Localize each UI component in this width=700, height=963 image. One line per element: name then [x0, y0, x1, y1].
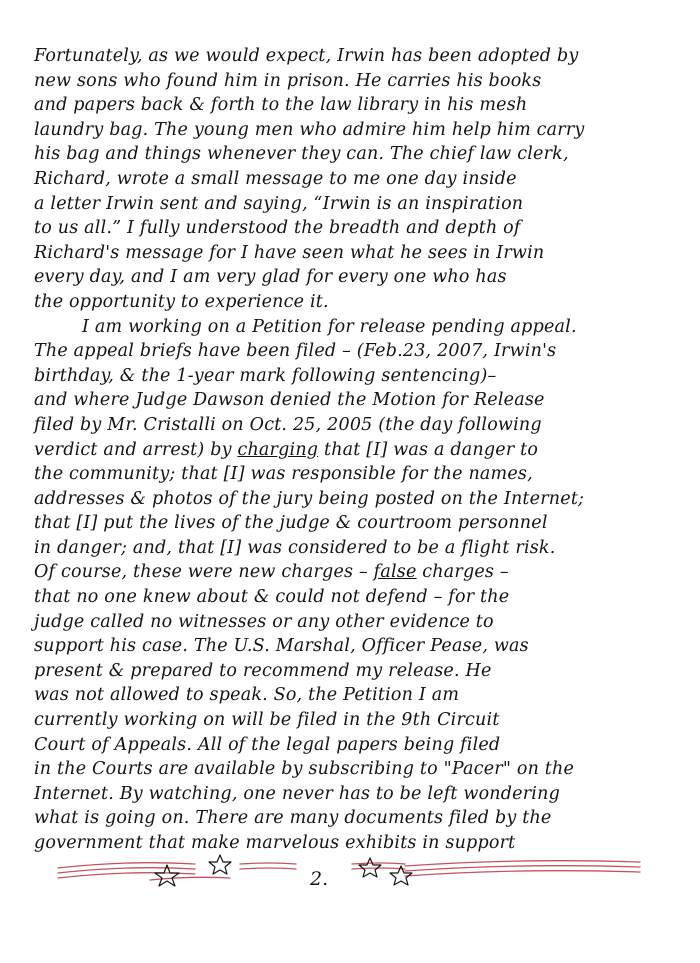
letter-line: new sons who found him in prison. He carries his books	[34, 70, 542, 91]
ribbon-and-stars-icon	[0, 840, 700, 900]
letter-line: birthday, & the 1-year mark following sentencing)–	[34, 365, 497, 386]
letter-line	[34, 438, 674, 463]
letter-line: was not allowed to speak. So, the Petition I am	[34, 685, 460, 706]
letter-line: The appeal briefs have been filed – (Feb.23, 2007, Irwin's	[34, 341, 557, 362]
letter-line: and papers back & forth to the law library in his mesh	[34, 95, 528, 116]
letter-line: a letter Irwin sent and saying, “Irwin is an inspiration	[34, 193, 524, 214]
letter-line: judge called no witnesses or any other evidence to	[34, 611, 494, 632]
handwritten-letter-body	[34, 44, 674, 856]
letter-line: in the Courts are available by subscribing to "Pacer" on the	[34, 759, 575, 780]
letter-line: Richard's message for I have seen what he sees in Irwin	[34, 242, 545, 263]
letter-line: addresses & photos of the jury being posted on the Internet;	[34, 488, 585, 509]
page-number: 2.	[310, 868, 329, 890]
letter-line: in danger; and, that [I] was considered to be a flight risk.	[34, 537, 556, 558]
letter-line: Court of Appeals. All of the legal papers being filed	[34, 734, 501, 755]
letter-line-text: verdict and arrest) by	[34, 439, 238, 460]
letter-line: what is going on. There are many documents filed by the	[34, 808, 552, 829]
letter-line: currently working on will be filed in the 9th Circuit	[34, 710, 500, 731]
underlined-word: false	[373, 562, 417, 583]
letter-line: to us all.” I fully understood the breadth and depth of	[34, 218, 521, 239]
letter-line: filed by Mr. Cristalli on Oct. 25, 2005 (the day following	[34, 414, 542, 435]
letter-line: and where Judge Dawson denied the Motion for Release	[34, 390, 545, 411]
letter-line: the community; that [I] was responsible for the names,	[34, 464, 533, 485]
decorative-footer	[0, 840, 700, 900]
letter-line	[34, 560, 674, 585]
letter-line: I am working on a Petition for release pending appeal.	[82, 316, 577, 337]
letter-line: present & prepared to recommend my release. He	[34, 660, 492, 681]
underlined-word: charging	[237, 439, 319, 460]
letter-line-text: Of course, these were new charges –	[34, 562, 374, 583]
letter-line: government that make marvelous exhibits in support	[34, 833, 516, 853]
letter-line-text: that [I] was a danger to	[318, 439, 539, 460]
letter-line: Internet. By watching, one never has to be left wondering	[34, 783, 560, 804]
letter-line: laundry bag. The young men who admire him help him carry	[34, 119, 585, 140]
letter-line: every day, and I am very glad for every one who has	[34, 267, 507, 288]
letter-line: that no one knew about & could not defend – for the	[34, 587, 510, 608]
letter-line: the opportunity to experience it.	[34, 291, 329, 312]
letter-line: Fortunately, as we would expect, Irwin has been adopted by	[34, 46, 579, 66]
letter-line: his bag and things whenever they can. The chief law clerk,	[34, 144, 569, 165]
letter-line: Richard, wrote a small message to me one day inside	[34, 168, 517, 189]
letter-line: that [I] put the lives of the judge & courtroom personnel	[34, 513, 548, 534]
letter-line-text: charges –	[416, 562, 509, 583]
letter-line: support his case. The U.S. Marshal, Officer Pease, was	[34, 636, 529, 657]
